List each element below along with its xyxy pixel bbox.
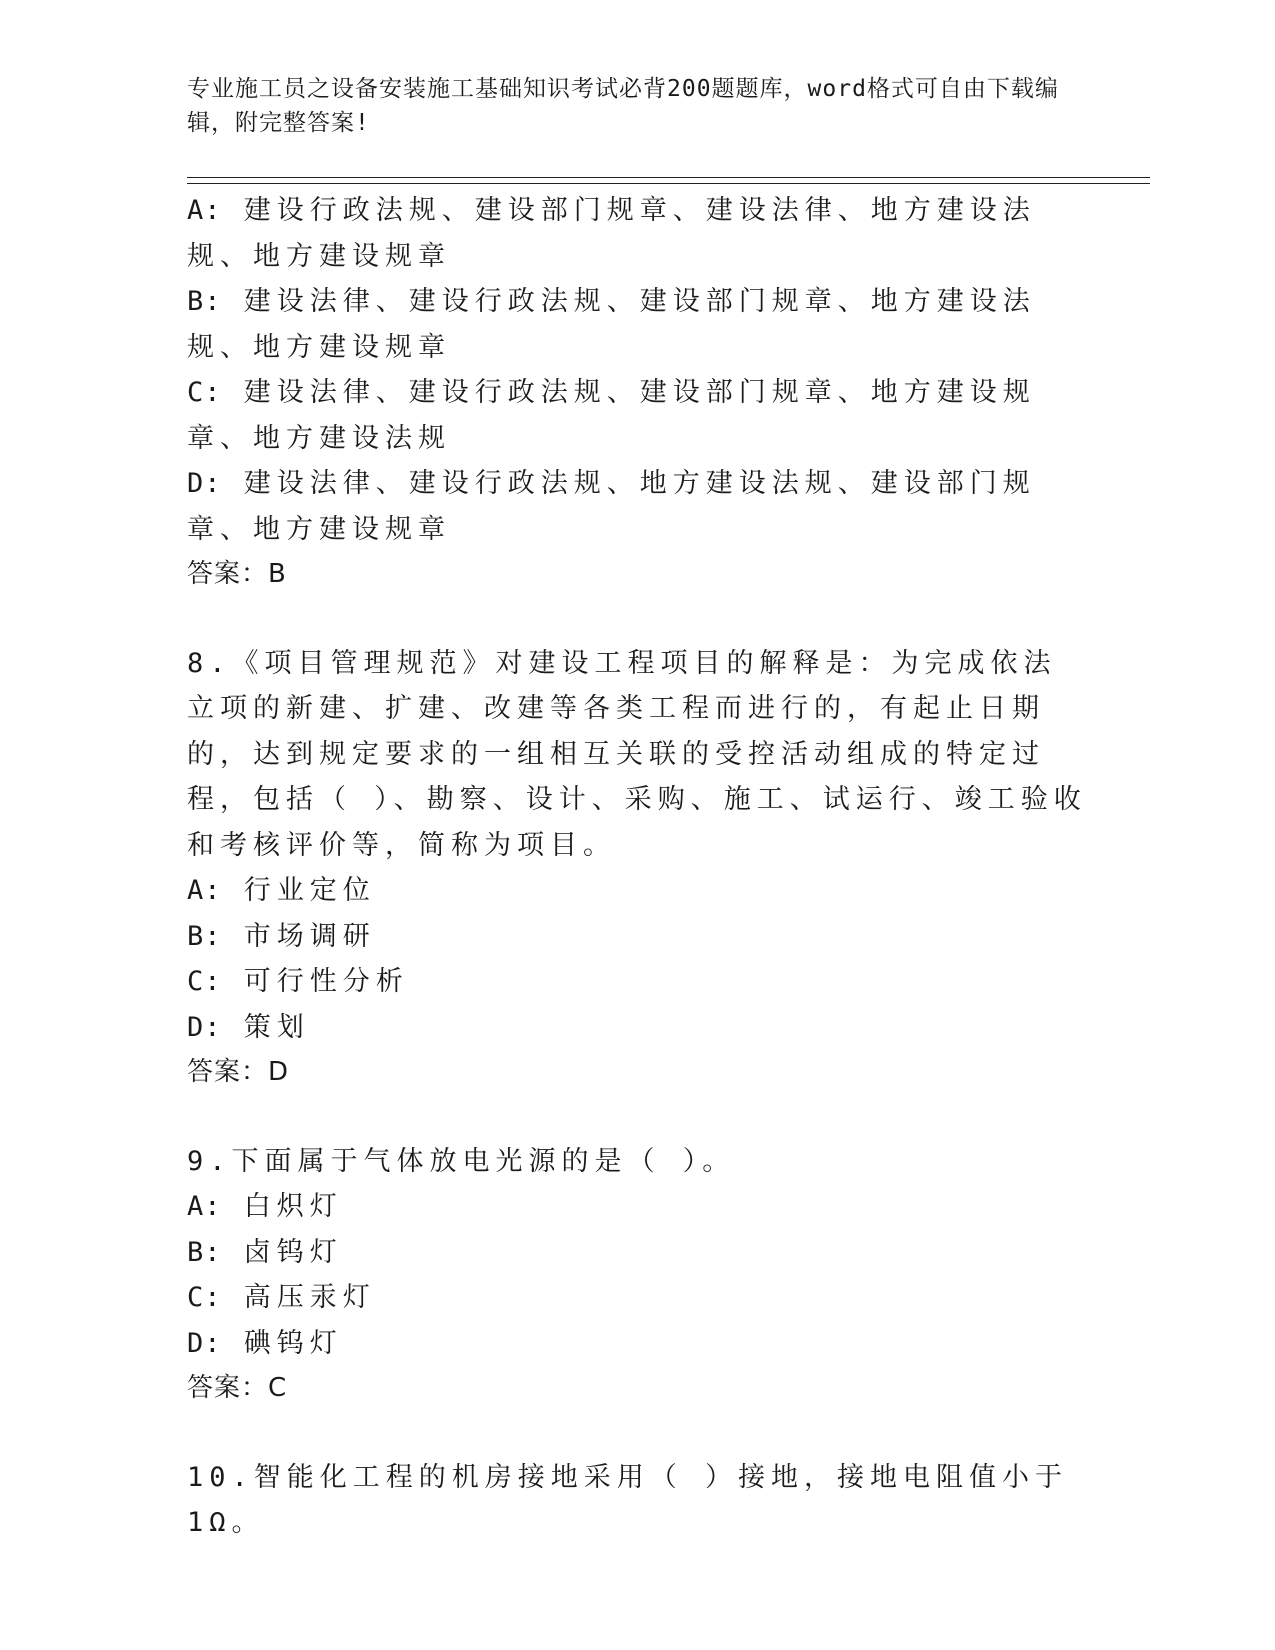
- header-divider-bottom: [187, 183, 1150, 184]
- option-text: 建设法律、建设行政法规、地方建设法规、建设部门规章、地方建设规章: [187, 468, 1036, 545]
- option-text: 行业定位: [243, 875, 376, 906]
- option-b: [187, 914, 1087, 960]
- spacer: [187, 1412, 1087, 1455]
- question-7: [187, 188, 1087, 598]
- option-letter: C:: [187, 1282, 222, 1313]
- question-10: [187, 1455, 1087, 1546]
- option-text: 卤钨灯: [243, 1236, 343, 1268]
- option-letter: C:: [187, 377, 222, 408]
- answer: 答案：B: [187, 559, 287, 589]
- option-a: [187, 868, 1087, 914]
- option-text: 白炽灯: [243, 1191, 343, 1222]
- question-stem: 10.智能化工程的机房接地采用（ ）接地，接地电阻值小于1Ω。: [187, 1461, 1069, 1538]
- option-c: [187, 370, 1087, 461]
- option-c: [187, 1275, 1087, 1321]
- question-stem: 9.下面属于气体放电光源的是（ ）。: [187, 1145, 736, 1177]
- option-text: 建设行政法规、建设部门规章、建设法律、地方建设法规、地方建设规章: [187, 195, 1036, 272]
- option-letter: D:: [187, 1327, 222, 1359]
- option-letter: B:: [187, 286, 222, 317]
- option-letter: D:: [187, 1011, 222, 1043]
- header-divider-top: [187, 177, 1150, 178]
- option-b: [187, 1230, 1087, 1276]
- answer: 答案：D: [187, 1057, 290, 1087]
- option-text: 可行性分析: [243, 966, 409, 997]
- option-letter: A:: [187, 875, 222, 906]
- question-9: [187, 1139, 1087, 1412]
- option-c: [187, 959, 1087, 1005]
- option-text: 建设法律、建设行政法规、建设部门规章、地方建设法规、地方建设规章: [187, 286, 1036, 363]
- question-8: [187, 641, 1087, 1096]
- option-b: [187, 279, 1087, 370]
- option-letter: D:: [187, 468, 222, 499]
- question-stem: 8.《项目管理规范》对建设工程项目的解释是：为完成依法立项的新建、扩建、改建等各类工程而进行的，有起止日期的，达到规定要求的一组相互关联的受控活动组成的特定过程，包括（ ）、勘察、设计、采购、施工、试运行、竣工验收和考核评价等，简称为项目。: [187, 647, 1087, 861]
- option-a: [187, 188, 1087, 279]
- spacer: [187, 598, 1087, 641]
- option-letter: B:: [187, 1236, 222, 1268]
- option-letter: B:: [187, 920, 222, 952]
- option-d: [187, 1005, 1087, 1051]
- option-a: [187, 1184, 1087, 1230]
- option-text: 碘钨灯: [243, 1327, 343, 1359]
- option-text: 市场调研: [243, 920, 376, 952]
- option-text: 策划: [243, 1011, 310, 1043]
- spacer: [187, 1096, 1087, 1139]
- answer: 答案：C: [187, 1373, 288, 1403]
- option-text: 建设法律、建设行政法规、建设部门规章、地方建设规章、地方建设法规: [187, 377, 1036, 454]
- option-letter: C:: [187, 966, 222, 997]
- document-header: 专业施工员之设备安装施工基础知识考试必背200题题库，word格式可自由下载编辑，附完整答案!: [187, 76, 1059, 136]
- document-body: [187, 188, 1087, 1546]
- option-text: 高压汞灯: [243, 1282, 376, 1313]
- option-d: [187, 1321, 1087, 1367]
- option-d: [187, 461, 1087, 552]
- option-letter: A:: [187, 195, 222, 226]
- option-letter: A:: [187, 1191, 222, 1222]
